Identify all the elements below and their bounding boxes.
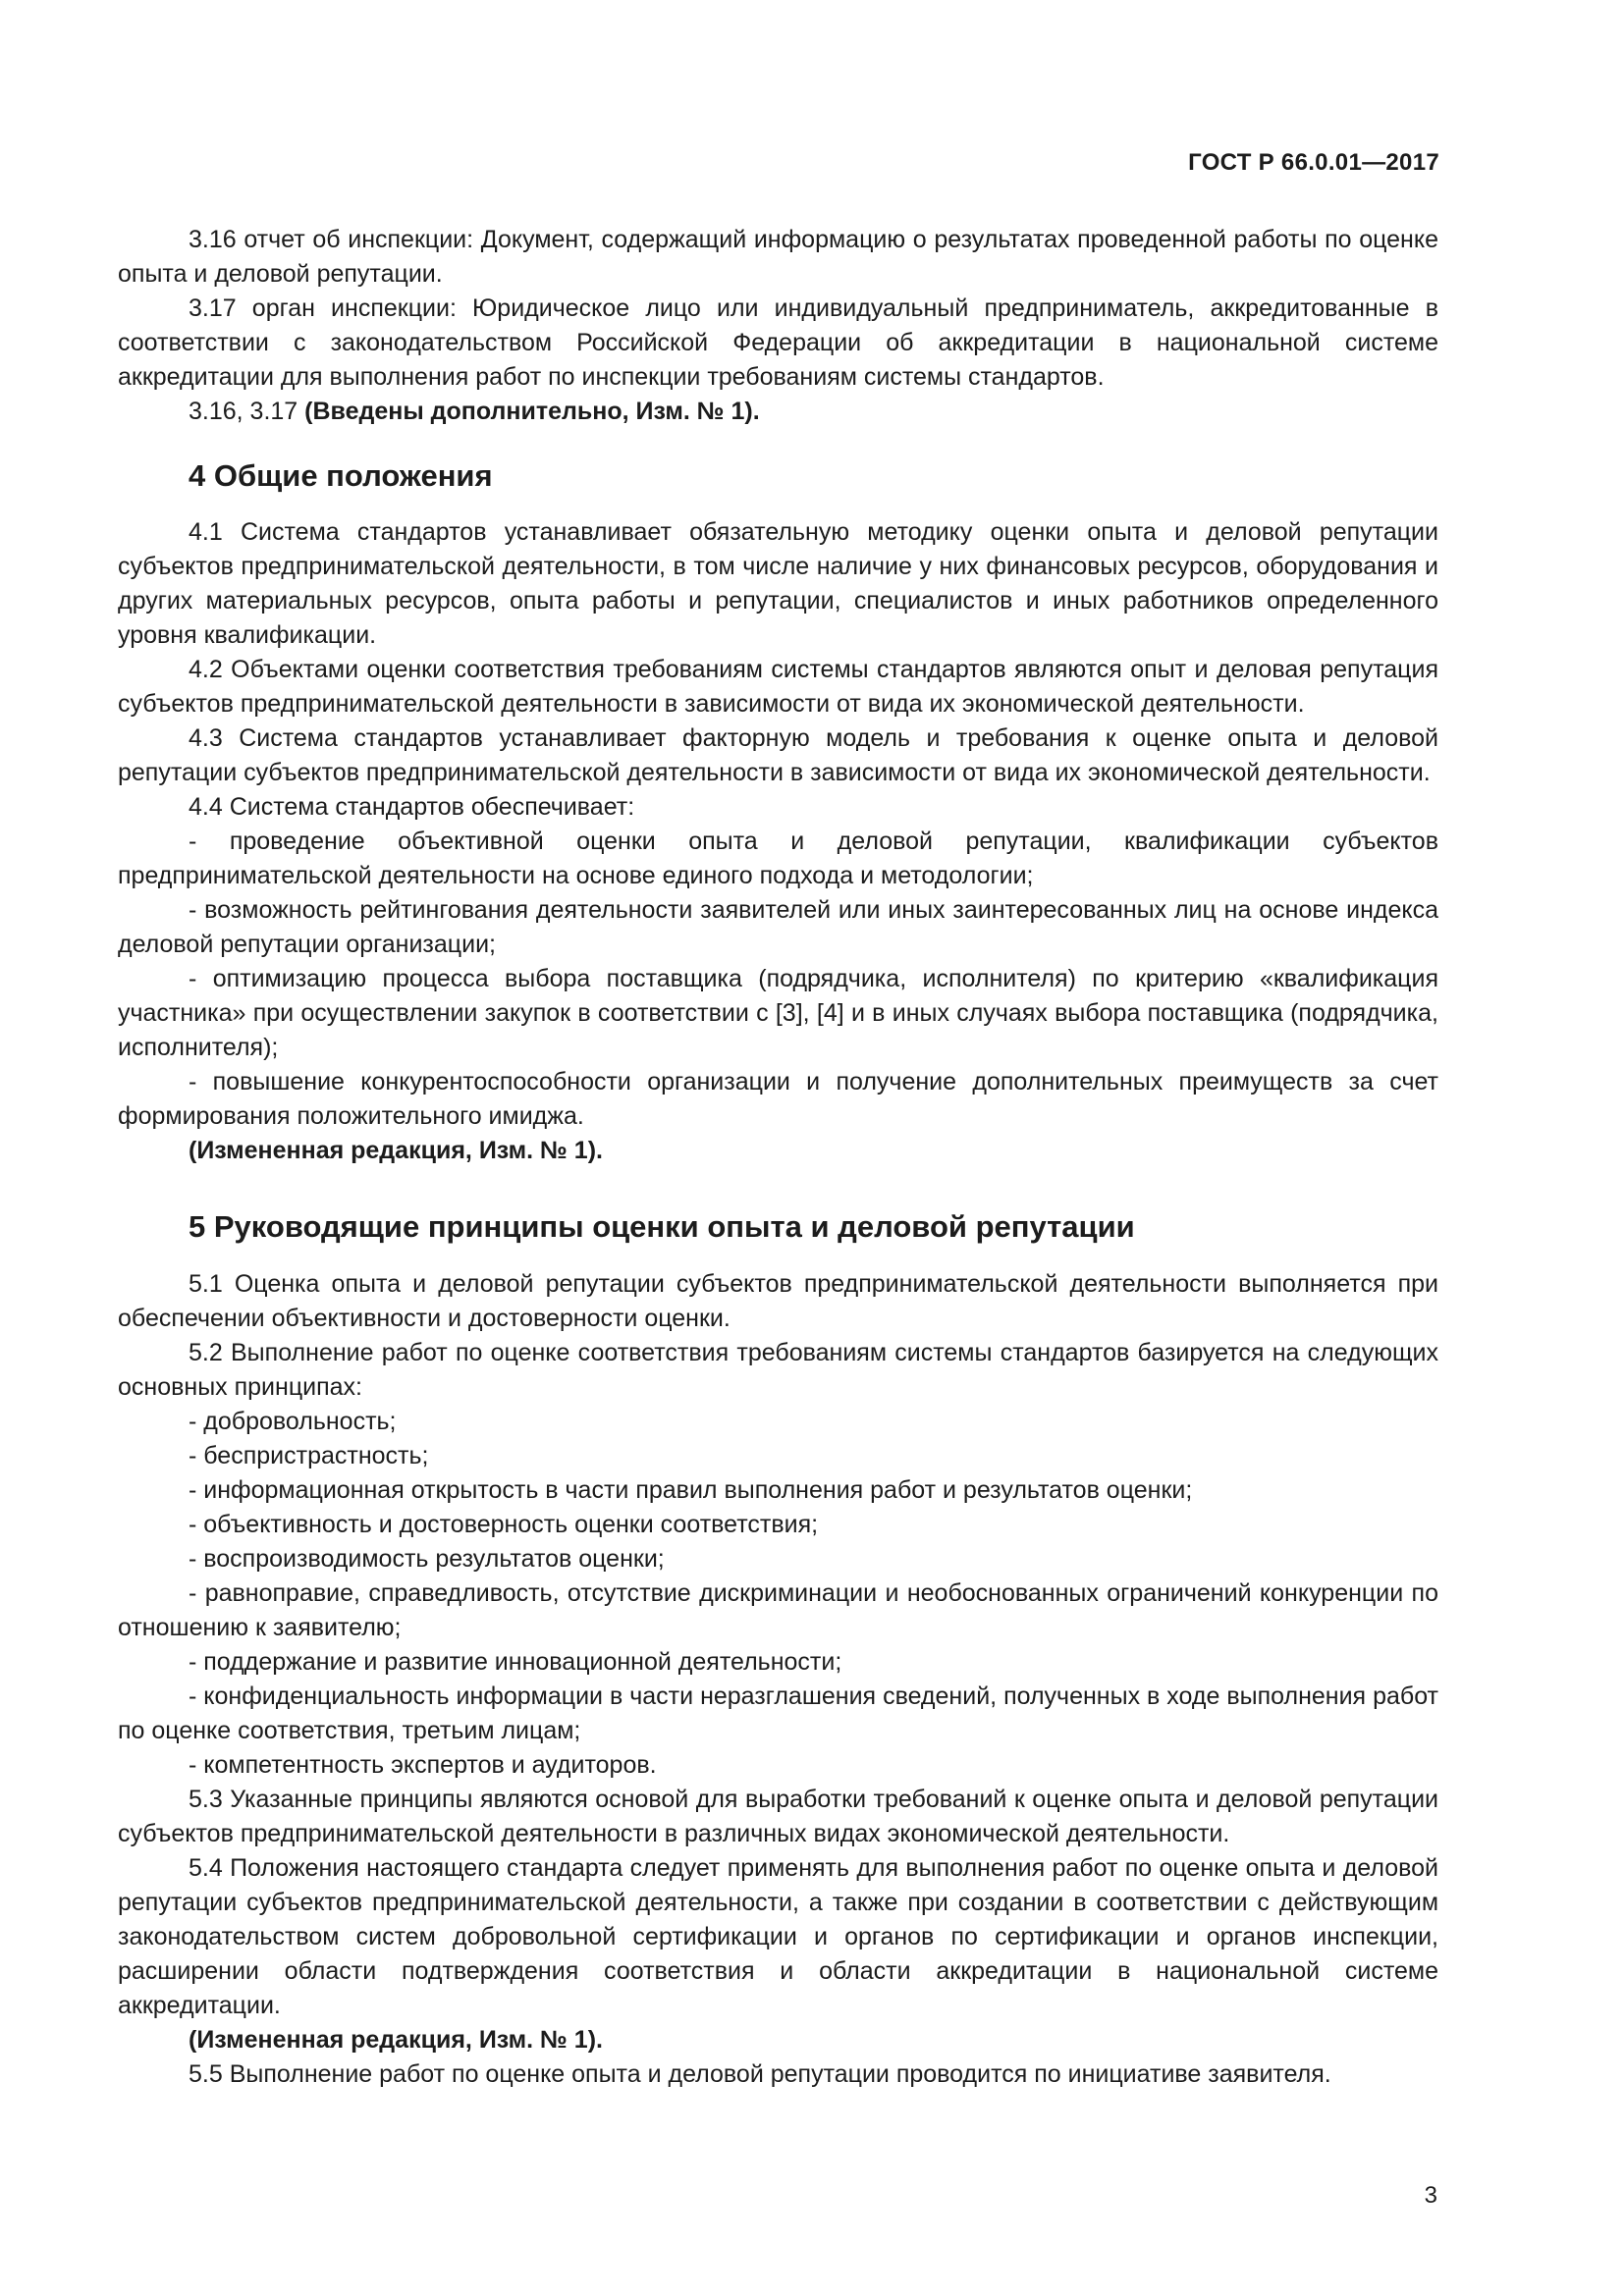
clause-5-1: 5.1 Оценка опыта и деловой репутации субъектов предпринимательской деятельности выполняется при обеспечении объективности и достоверности оценки. (118, 1270, 1438, 1332)
clause-4-1: 4.1 Система стандартов устанавливает обязательную методику оценки опыта и деловой репутации субъектов предпринимательской деятельности, в том числе наличие у них финансовых ресурсов, оборудования и других материальных ресурсов, опыта работы и репутации, специалистов и иных работников определенного уровня квалификации. (118, 518, 1438, 649)
list-item: - добровольность; (189, 1408, 397, 1435)
list-item: - объективность и достоверность оценки соответствия; (189, 1511, 819, 1538)
clause-3-16: 3.16 отчет об инспекции: Документ, содержащий информацию о результатах проведенной работы по оценке опыта и деловой репутации. (118, 226, 1438, 288)
clause-5-4: 5.4 Положения настоящего стандарта следует применять для выполнения работ по оценке опыта и деловой репутации субъектов предпринимательской деятельности, а также при создании в соответствии с действующим законодательством систем добровольной сертификации и органов по сертификации и органов инспекции, расширении области подтверждения соответствия и области аккредитации в национальной системе аккредитации. (118, 1854, 1438, 2019)
list-item: - информационная открытость в части правил выполнения работ и результатов оценки; (189, 1476, 1193, 1504)
list-item: - проведение объективной оценки опыта и деловой репутации, квалификации субъектов предпринимательской деятельности на основе единого подхода и методологии; (118, 828, 1438, 889)
amendment-note-3 (118, 395, 1438, 429)
document-body (118, 223, 1438, 2092)
clause-5-5: 5.5 Выполнение работ по оценке опыта и деловой репутации проводится по инициативе заявителя. (189, 2060, 1331, 2088)
clause-5-3: 5.3 Указанные принципы являются основой для выработки требований к оценке опыта и деловой репутации субъектов предпринимательской деятельности в различных видах экономической деятельности. (118, 1786, 1438, 1847)
list-item: - конфиденциальность информации в части неразглашения сведений, полученных в ходе выполнения работ по оценке соответствия, третьим лицам; (118, 1682, 1438, 1744)
document-code: ГОСТ Р 66.0.01—2017 (1188, 149, 1439, 176)
list-item: - воспроизводимость результатов оценки; (189, 1545, 665, 1573)
section-4-title: 4 Общие положения (189, 458, 493, 493)
list-item: - оптимизацию процесса выбора поставщика (подрядчика, исполнителя) по критерию «квалификация участника» при осуществлении закупок в соответствии с [3], [4] и в иных случаях выбора поставщика (подрядчика, исполнителя); (118, 965, 1438, 1061)
amendment-note-prefix: 3.16, 3.17 (189, 398, 305, 425)
list-item: - беспристрастность; (189, 1442, 429, 1469)
page-number: 3 (1424, 2182, 1437, 2209)
list-item: - поддержание и развитие инновационной деятельности; (189, 1648, 842, 1676)
clause-3-17: 3.17 орган инспекции: Юридическое лицо или индивидуальный предприниматель, аккредитованные в соответствии с законодательством Российской Федерации об аккредитации в национальной системе аккредитации для выполнения работ по инспекции требованиям системы стандартов. (118, 294, 1438, 391)
amendment-note-4: (Измененная редакция, Изм. № 1). (189, 1137, 603, 1164)
amendment-note-bold: (Введены дополнительно, Изм. № 1). (304, 398, 760, 425)
list-item: - равноправие, справедливость, отсутствие дискриминации и необоснованных ограничений конкуренции по отношению к заявителю; (118, 1579, 1438, 1641)
list-item: - компетентность экспертов и аудиторов. (189, 1751, 657, 1779)
clause-5-2: 5.2 Выполнение работ по оценке соответствия требованиям системы стандартов базируется на следующих основных принципах: (118, 1339, 1438, 1401)
clause-4-3: 4.3 Система стандартов устанавливает факторную модель и требования к оценке опыта и деловой репутации субъектов предпринимательской деятельности в зависимости от вида их экономической деятельности. (118, 724, 1438, 786)
clause-4-2: 4.2 Объектами оценки соответствия требованиям системы стандартов являются опыт и деловая репутация субъектов предпринимательской деятельности в зависимости от вида их экономической деятельности. (118, 656, 1438, 718)
amendment-note-5: (Измененная редакция, Изм. № 1). (189, 2026, 603, 2054)
clause-4-4: 4.4 Система стандартов обеспечивает: (189, 793, 635, 821)
list-item: - возможность рейтингования деятельности заявителей или иных заинтересованных лиц на основе индекса деловой репутации организации; (118, 896, 1438, 958)
list-item: - повышение конкурентоспособности организации и получение дополнительных преимуществ за счет формирования положительного имиджа. (118, 1068, 1438, 1130)
section-5-title: 5 Руководящие принципы оценки опыта и деловой репутации (189, 1209, 1135, 1244)
